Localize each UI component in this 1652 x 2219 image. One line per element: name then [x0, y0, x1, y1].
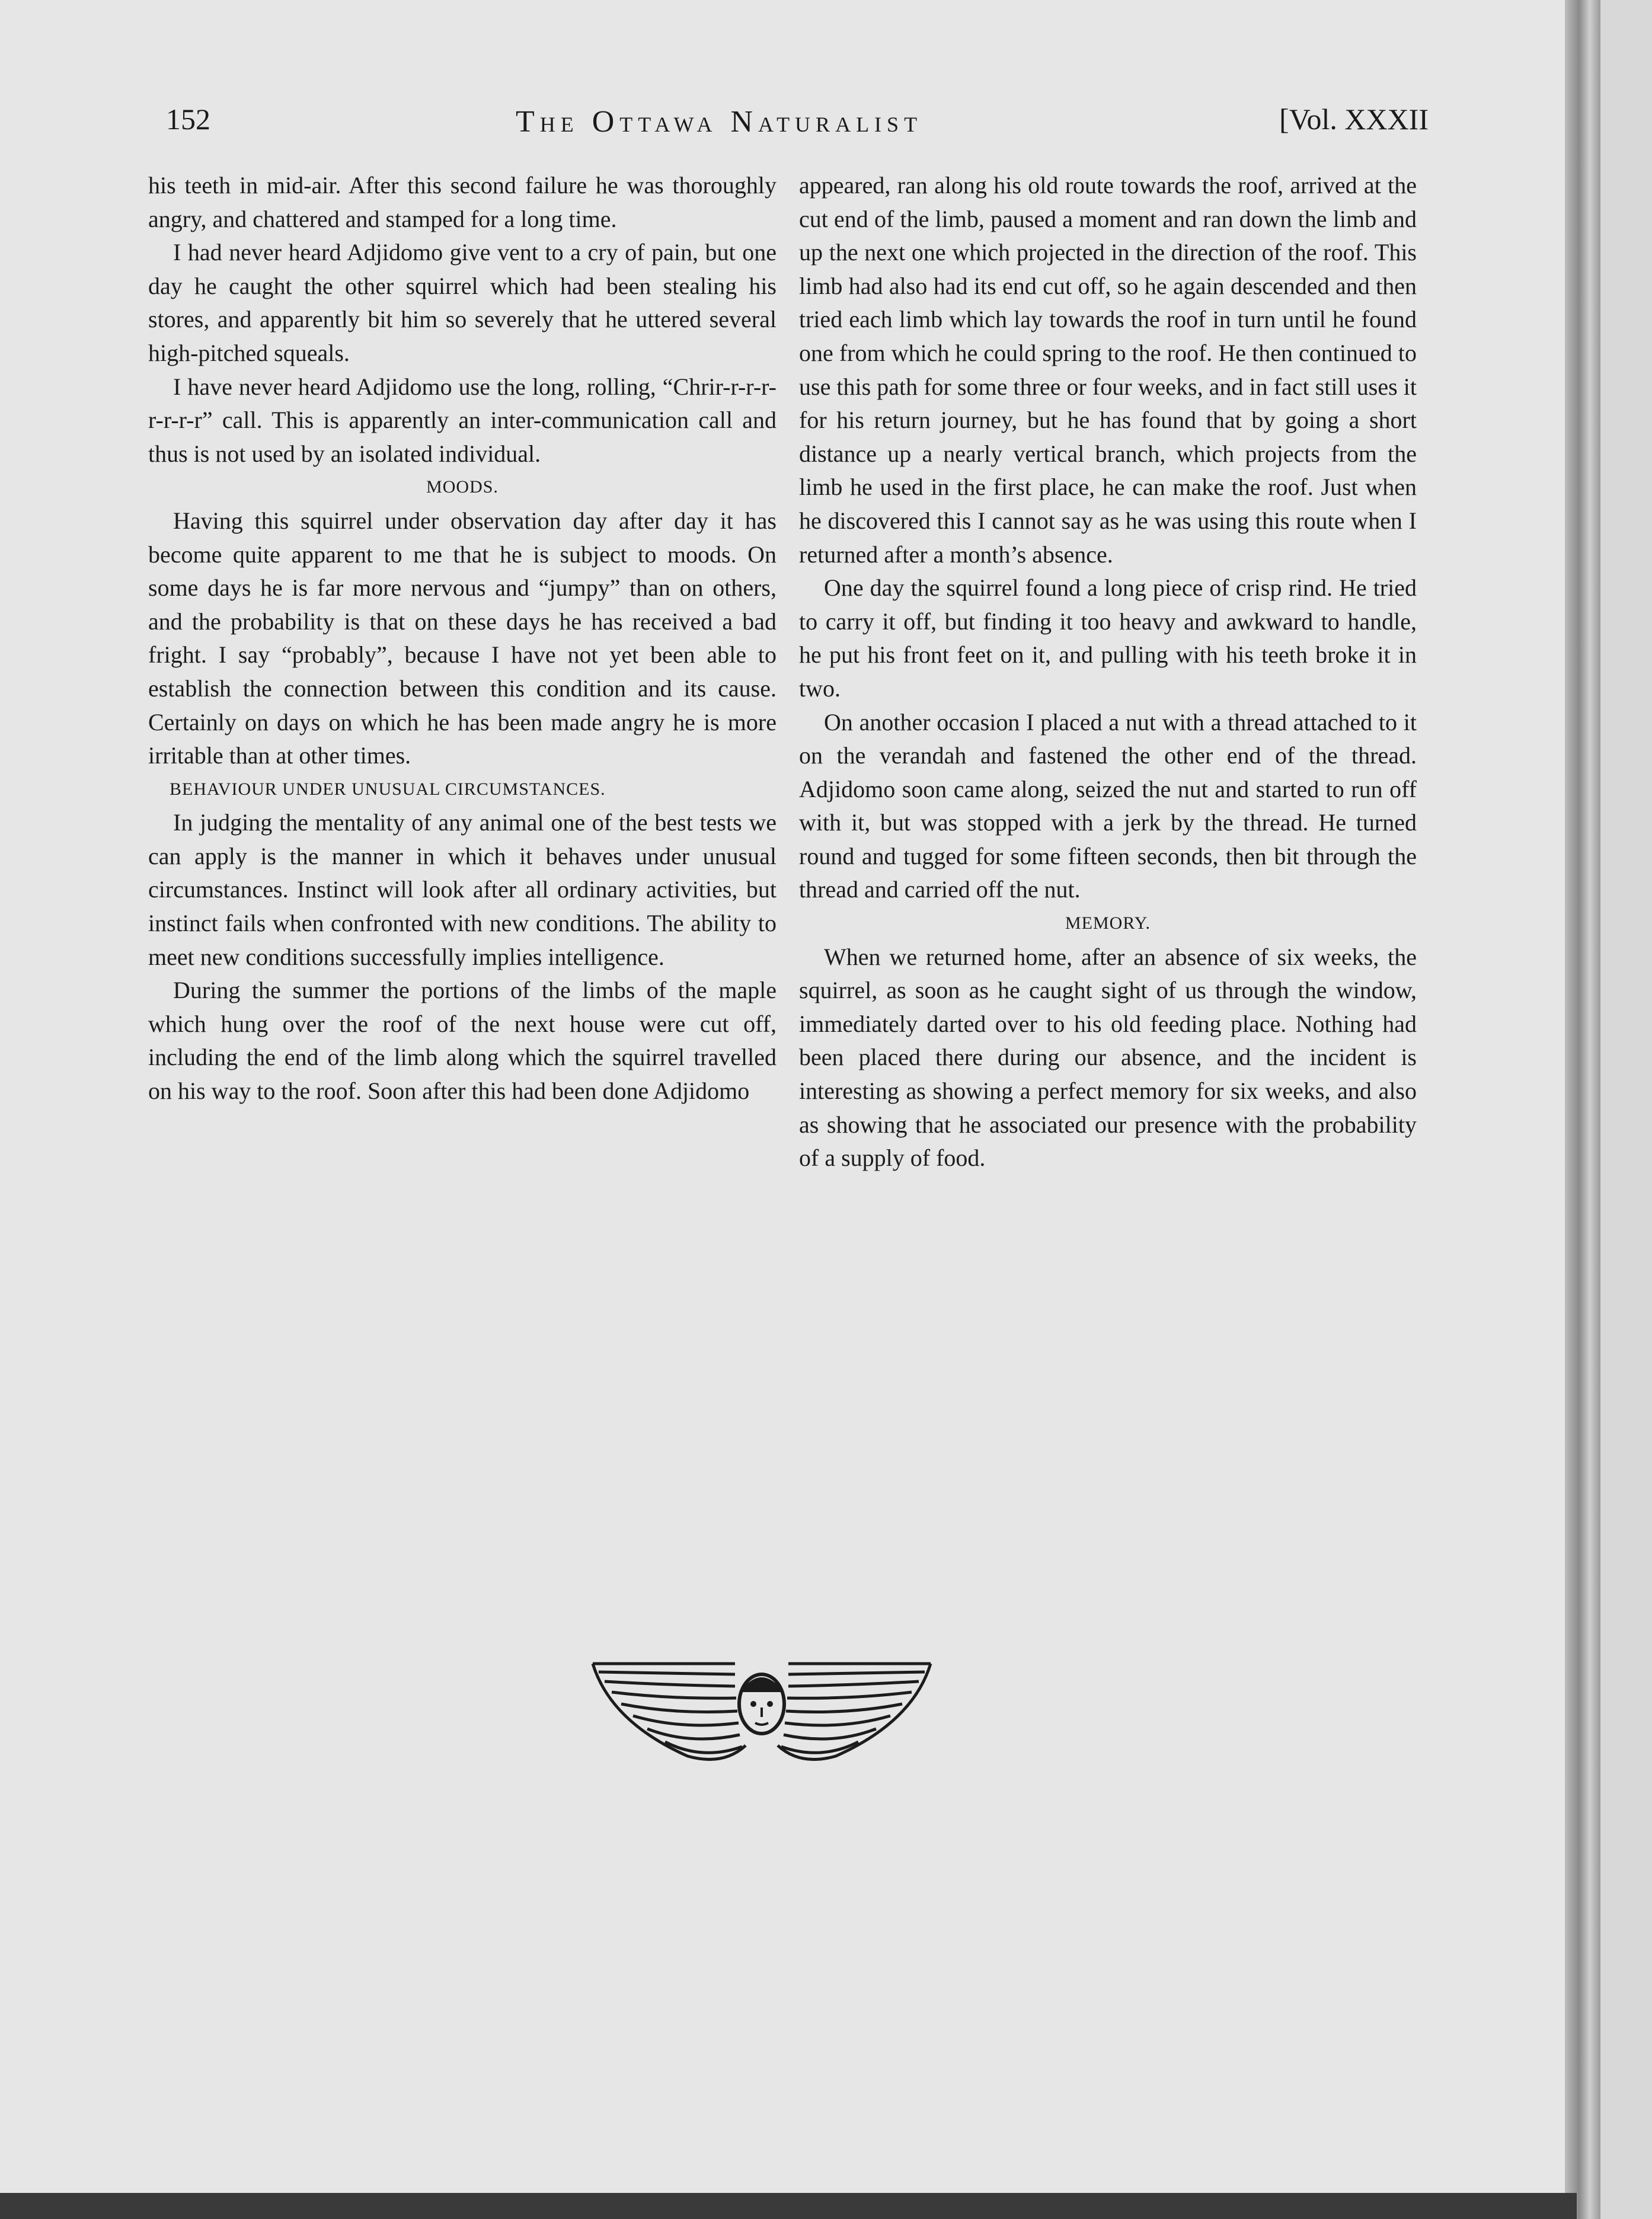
right-column: [799, 169, 1417, 1175]
paragraph: During the summer the portions of the limbs of the maple which hung over the roof of the next house were cut off, including the end of the limb along which the squirrel travelled on his way to the roof. Soon after this had been done Adjidomo: [148, 977, 777, 1105]
paragraph: One day the squirrel found a long piece of crisp rind. He tried to carry it off, but finding it too heavy and awkward to handle, he put his front feet on it, and pulling with his teeth broke it in two.: [799, 574, 1417, 702]
left-column: [148, 169, 777, 1108]
paragraph: appeared, ran along his old route towards the roof, arrived at the cut end of the limb, paused a moment and ran down the limb and up the next one which projected in the direction of the roof. This limb had also had its end cut off, so he again descended and then tried each limb which lay towards the roof in turn until he found one from which he could spring to the roof. He then continued to use this path for some three or four weeks, and in fact still uses it for his return journey, but he has found that by going a short distance up a nearly vertical branch, which projects from the limb he used in the first place, he can make the roof. Just when he discovered this I cannot say as he was using this route when I returned after a month’s absence.: [799, 172, 1417, 568]
section-heading-memory: MEMORY.: [1065, 913, 1151, 933]
volume-label: [Vol. XXXII: [1279, 103, 1429, 136]
scan-shadow: [0, 2193, 1577, 2219]
paragraph: his teeth in mid-air. After this second failure he was thoroughly angry, and chattered and stamped for a long time.: [148, 172, 777, 232]
paragraph: Having this squirrel under observation day after day it has become quite apparent to me that he is subject to moods. On some days he is far more nervous and “jumpy” than on others, and the probability is that on these days he has received a bad fright. I say “probably”, because I have not yet been able to establish the connection between this condition and its cause. Certainly on days on which he has been made angry he is more irritable than at other times.: [148, 507, 777, 769]
section-heading-moods: MOODS.: [426, 477, 499, 497]
running-title: The Ottawa Naturalist: [516, 105, 923, 139]
page-number: 152: [166, 103, 210, 136]
paragraph: I had never heard Adjidomo give vent to a cry of pain, but one day he caught the other squirrel which had been stealing his stores, and apparently bit him so severely that he uttered several high-pitched squeals.: [148, 239, 777, 366]
paragraph: In judging the mentality of any animal one of the best tests we can apply is the manner in which it behaves under unusual circumstances. Instinct will look after all ordinary activities, but instinct fails when confronted with new conditions. The ability to meet new conditions successfully implies intelligence.: [148, 809, 777, 970]
book-binding: [1565, 0, 1600, 2219]
paragraph: When we returned home, after an absence of six weeks, the squirrel, as soon as he caught sight of us through the window, immediately darted over to his old feeding place. Nothing had been placed there during our absence, and the incident is interesting as showing a perfect memory for six weeks, and also as showing that he associated our presence with the probability of a supply of food.: [799, 943, 1417, 1172]
section-heading-behaviour: BEHAVIOUR UNDER UNUSUAL CIRCUMSTANCES.: [170, 779, 606, 799]
page-edge: [1600, 0, 1652, 2219]
paragraph: I have never heard Adjidomo use the long, rolling, “Chrir-r-r-r-r-r-r-r” call. This is apparently an inter-communication call and thus is not used by an isolated individual.: [148, 373, 777, 467]
page-header: [166, 102, 1429, 143]
paragraph: On another occasion I placed a nut with a thread attached to it on the verandah and fastened the other end of the thread. Adjidomo soon came along, seized the nut and started to run off with it, but was stopped with a jerk by the thread. He turned round and tugged for some fifteen seconds, then bit through the thread and carried off the nut.: [799, 708, 1417, 903]
winged-head-ornament-icon: [587, 1657, 937, 1769]
